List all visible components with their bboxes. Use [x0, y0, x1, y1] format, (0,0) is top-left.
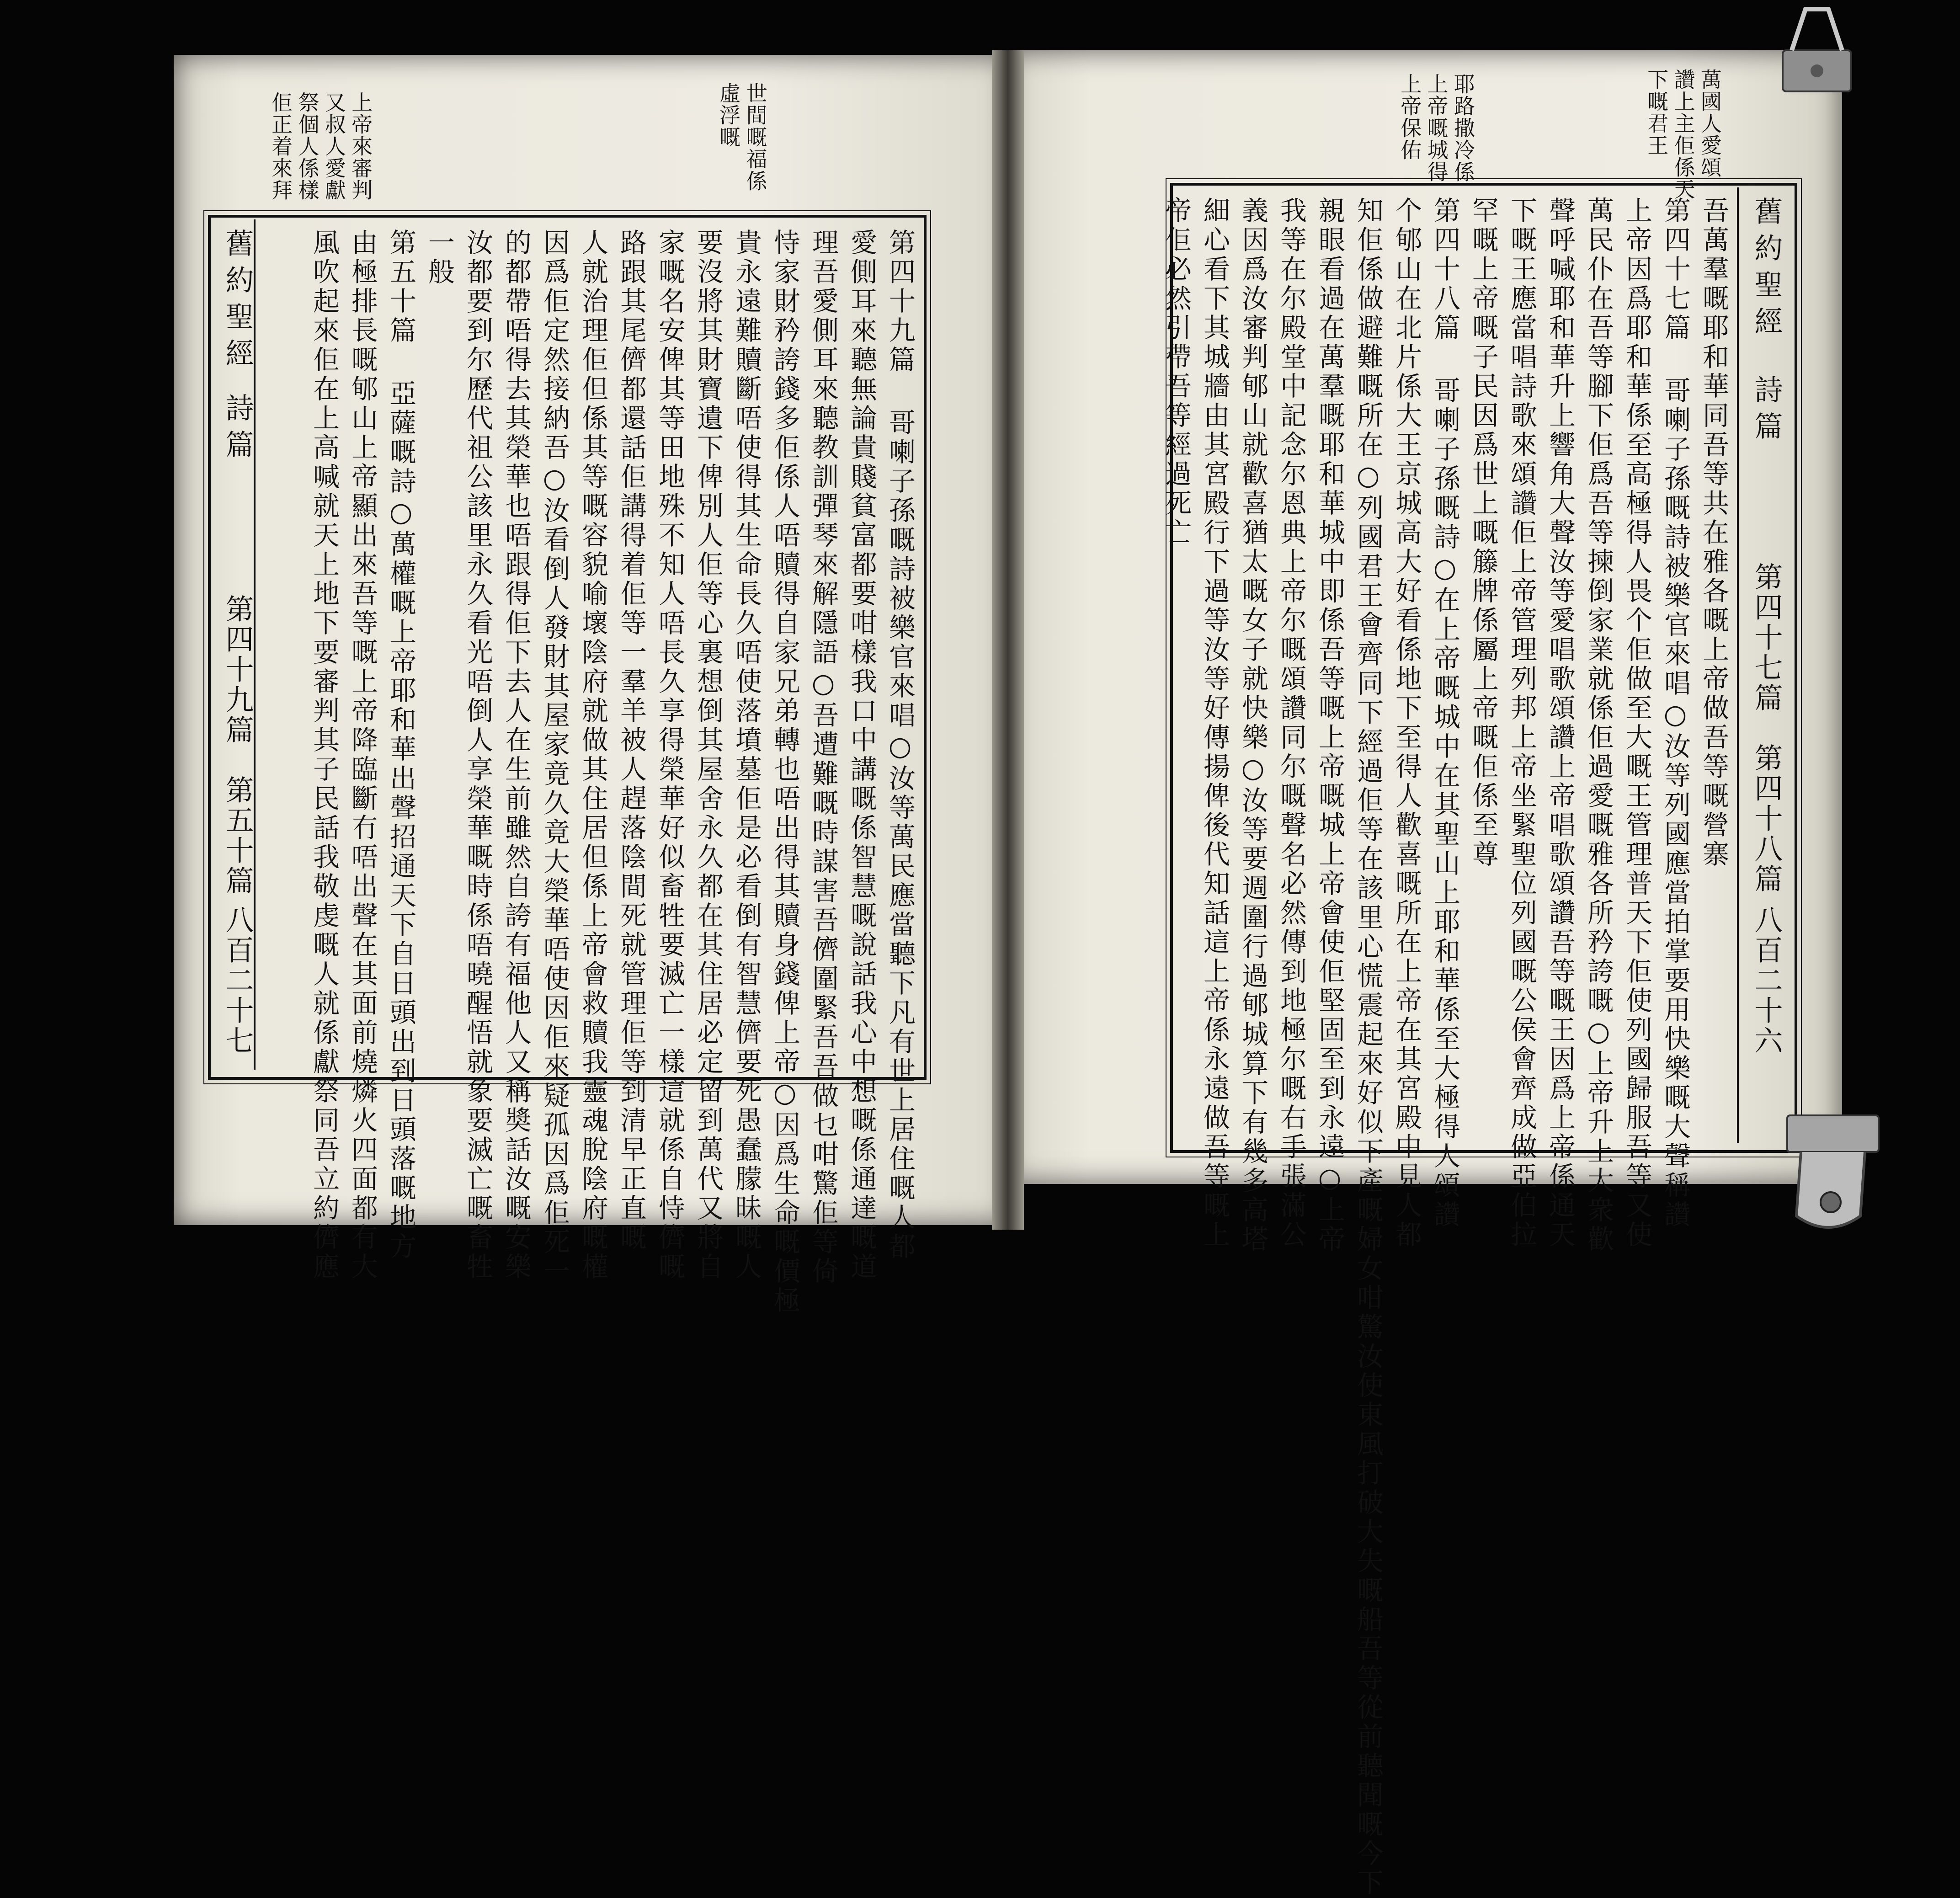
text-column: 罕嘅上帝嘅子民因爲世上嘅籐牌係屬上帝嘅佢係至尊: [1468, 197, 1499, 869]
text-column: 人就治理佢但係其等嘅容貌喻壞陰府就做其住居但係上帝會救贖我靈魂脫陰府嘅權: [577, 229, 608, 1282]
text-column: 吾萬羣嘅耶和華同吾等共在雅各嘅上帝做吾等嘅營寨: [1698, 197, 1729, 869]
text-column: 親眼看過在萬羣嘅耶和華城中即係吾等嘅上帝嘅城上帝會使佢堅固至到永遠○上帝: [1314, 197, 1345, 1254]
text-column: 風吹起來佢在上高喊就天上地下要審判其子民話我敬虔嘅人就係獻祭同吾立約儕應: [309, 229, 340, 1282]
text-column: 个郇山在北片係大王京城高大好看係地下至得人歡喜嘅所在上帝在其宮殿中見人都: [1391, 197, 1422, 1250]
text-column: 我等在尔殿堂中記念尔恩典上帝尔嘅頌讚同尔嘅聲名必然傳到地極尔嘅右手張滿公: [1276, 197, 1307, 1250]
right-page-number: 八百二十六: [1750, 905, 1783, 1056]
text-column: 第四十七篇 哥喇子孫嘅詩被樂官來唱○汝等列國應當拍掌要用快樂嘅大聲稱讚: [1660, 197, 1691, 1230]
text-column: 聲呼喊耶和華升上響角大聲汝等愛唱歌頌讚上帝唱歌頌讚吾等嘅王因爲上帝係通天: [1545, 197, 1576, 1250]
note-line: 上帝嘅城得: [1424, 73, 1449, 183]
text-column: 第四十九篇 哥喇子孫嘅詩被樂官來唱○汝等萬民應當聽下凡有世上居住嘅人都: [884, 229, 916, 1262]
right-header-note-2: [1397, 73, 1475, 183]
left-running-chapters: 第四十九篇 第五十篇: [221, 594, 254, 896]
text-column: 知佢係做避難嘅所在○列國君王會齊同下經過佢等在該里心慌震起來好似下產嘅婦女咁驚汝使東風打破大失嘅船吾等從前聽聞嘅今下: [1353, 197, 1384, 1898]
book-gutter: [992, 50, 1024, 1230]
text-column: 義因爲汝審判郇山就歡喜猶太嘅女子就快樂○汝等要週圍行過郇城算下有幾多高塔: [1237, 197, 1268, 1254]
left-page-number: 八百二十七: [221, 905, 254, 1056]
text-column: 上帝因爲耶和華係至高極得人畏个佢做至大嘅王管理普天下佢使列國歸服吾等又使: [1621, 197, 1652, 1250]
text-column: 萬民仆在吾等腳下佢爲吾等揀倒家業就係佢過愛嘅雅各所矜誇嘅○上帝升上大衆歡: [1583, 197, 1614, 1254]
text-column: 路跟其尾儕都還話佢講得着佢等一羣羊被人趕落陰間死就管理佢等到清早正直嘅: [616, 229, 647, 1253]
text-column: 愛側耳來聽無論貴賤貧富都要咁樣我口中講嘅係智慧嘅說話我心中想嘅係通達嘅道: [846, 229, 877, 1282]
left-header-note-1: [718, 82, 767, 201]
text-column: 一般: [424, 229, 455, 287]
text-column: 帝佢必然引帶吾等經過死亡: [1161, 197, 1192, 548]
text-column: 理吾愛側耳來聽教訓彈琴來解隱語○吾遭難嘅時謀害吾儕圍緊吾吾做乜咁驚佢等倚: [808, 229, 839, 1286]
right-running-section: 詩篇: [1750, 375, 1783, 448]
left-running-book: 舊約聖經: [221, 229, 254, 375]
left-running-section: 詩篇: [221, 393, 254, 466]
text-column: 的都帶唔得去其榮華也唔跟得佢下去人在生前雖然自誇有福他人又稱奬話汝嘅安樂: [501, 229, 532, 1282]
binder-clip-top: [1774, 0, 1865, 110]
text-column: 下嘅王應當唱詩歌來頌讚佢上帝管理列邦上帝坐緊聖位列國嘅公侯會齊成做亞伯拉: [1506, 197, 1537, 1250]
note-line: 萬國人愛頌: [1697, 69, 1722, 178]
right-header-note-1: [1644, 69, 1722, 200]
note-line: 上帝來審判: [348, 91, 373, 201]
note-line: 虛浮嘅: [716, 82, 741, 148]
left-header-note-2: [270, 91, 372, 210]
note-line: 下嘅君王: [1644, 69, 1669, 156]
right-running-book: 舊約聖經: [1750, 197, 1783, 343]
text-column: 要沒將其財寶遺下俾別人佢等心裏想倒其屋舍永久都在其住居必定留到萬代又將自: [692, 229, 724, 1282]
text-column: 由極排長嘅郇山上帝顯出來吾等嘅上帝降臨斷冇唔出聲在其面前燒燐火四面都有大: [347, 229, 378, 1282]
note-line: 世間嘅福係: [743, 82, 768, 192]
text-column: 第五十篇 亞薩嘅詩○萬權嘅上帝耶和華出聲招通天下自日頭出到日頭落嘅地方: [385, 229, 416, 1262]
note-line: 上帝保佑: [1397, 73, 1422, 161]
right-running-head-rule: [1737, 187, 1739, 1143]
note-line: 佢正着來拜: [268, 91, 293, 201]
text-column: 第四十八篇 哥喇子孫嘅詩○在上帝嘅城中在其聖山上耶和華係至大極得人頌讚: [1429, 197, 1460, 1230]
text-column: 恃家財矜誇錢多佢係人唔贖得自家兄弟轉也唔出得其贖身錢俾上帝○因爲生命嘅價極: [769, 229, 800, 1316]
note-line: 耶路撒冷係: [1450, 73, 1475, 183]
text-column: 貴永遠難贖斷唔使得其生命長久唔使落墳墓佢是必看倒有智慧儕要死愚蠢朦昧嘅人: [731, 229, 762, 1282]
right-running-chapters: 第四十七篇 第四十八篇: [1750, 562, 1783, 894]
text-column: 家嘅名安俾其等田地殊不知人唔長久享得榮華好似畜牲要滅亡一樣這就係自恃儕嘅: [654, 229, 685, 1282]
text-column: 因爲佢定然接納吾○汝看倒人發財其屋家竟久竟大榮華唔使因佢來疑孤因爲佢死一: [539, 229, 570, 1286]
text-column: 汝都要到尔歷代祖公該里永久看光唔倒人享榮華嘅時係唔曉醒悟就象要滅亡嘅畜牲: [462, 229, 493, 1282]
note-line: 讚上主佢係天: [1671, 69, 1696, 200]
text-column: 細心看下其城牆由其宮殿行下過等汝等好傳揚俾後代知話這上帝係永遠做吾等嘅上: [1199, 197, 1230, 1250]
binder-clip-bottom: [1783, 1106, 1892, 1243]
note-line: 祭個人係樣: [295, 91, 320, 201]
note-line: 又叔人愛獻: [321, 91, 346, 201]
